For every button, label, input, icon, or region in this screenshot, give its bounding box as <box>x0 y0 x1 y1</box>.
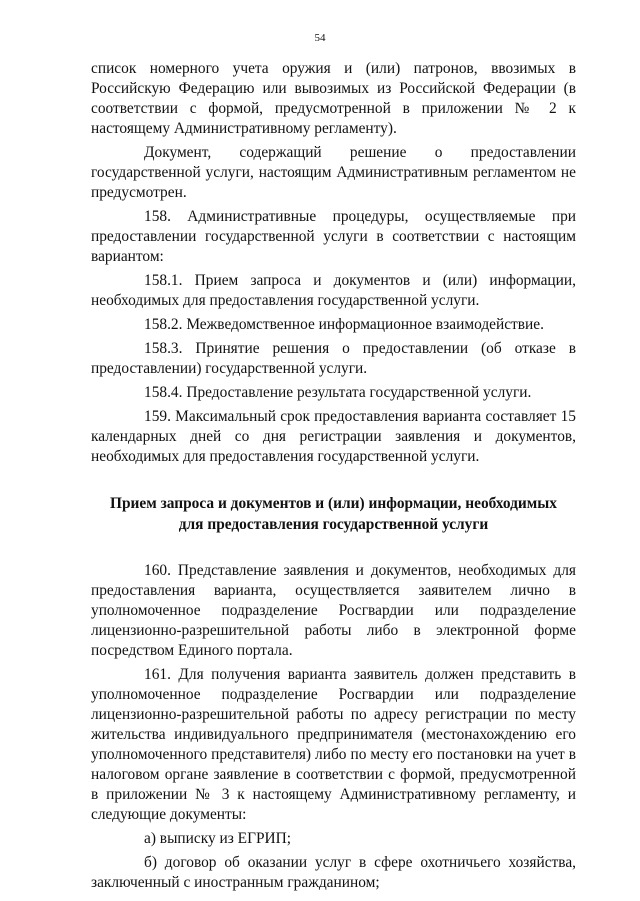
paragraph-158-1: 158.1. Прием запроса и документов и (или) информации, необходимых для предоставления государственной услуги. <box>91 272 576 309</box>
section-heading <box>91 493 576 535</box>
paragraph-159: 159. Максимальный срок предоставления варианта составляет 15 календарных дней со дня регистрации заявления и документов, необходимых для предоставления государственной услуги. <box>91 408 576 465</box>
paragraph-158-3: 158.3. Принятие решения о предоставлении (об отказе в предоставлении) государственной услуги. <box>91 340 576 377</box>
paragraph-160: 160. Представление заявления и документов, необходимых для предоставления варианта, осуществляется заявителем лично в уполномоченное подразделение Росгвардии или подразделение лицензионно-разрешительной работы либо в электронной форме посредством Единого портала. <box>91 562 576 659</box>
section-heading-line1: Прием запроса и документов и (или) информации, необходимых <box>110 495 557 512</box>
page-number: 54 <box>314 32 326 44</box>
paragraph-158: 158. Административные процедуры, осуществляемые при предоставлении государственной услуги в соответствии с настоящим вариантом: <box>91 208 576 265</box>
section-heading-line2: для предоставления государственной услуги <box>178 516 489 533</box>
list-item-a: а) выписку из ЕГРИП; <box>144 830 292 847</box>
paragraph-list-continuation: список номерного учета оружия и (или) патронов, ввозимых в Российскую Федерацию или вывозимых из Российской Федерации (в соответствии с формой, предусмотренной в приложении № 2 к настоящему Административному регламенту). <box>91 60 576 137</box>
paragraph-158-2: 158.2. Межведомственное информационное взаимодействие. <box>144 316 544 333</box>
document-body <box>91 59 576 897</box>
paragraph-decision-document: Документ, содержащий решение о предоставлении государственной услуги, настоящим Административным регламентом не предусмотрен. <box>91 144 576 201</box>
paragraph-158-4: 158.4. Предоставление результата государственной услуги. <box>144 384 532 401</box>
list-item-b: б) договор об оказании услуг в сфере охотничьего хозяйства, заключенный с иностранным гражданином; <box>91 854 576 891</box>
paragraph-161: 161. Для получения варианта заявитель должен представить в уполномоченное подразделение Росгвардии или подразделение лицензионно-разрешительной работы по адресу регистрации по месту жительства индивидуального предпринимателя (местонахождению его уполномоченного представителя) либо по месту его постановки на учет в налоговом органе заявление в соответствии с формой, предусмотренной в приложении № 3 к настоящему Административному регламенту, и следующие документы: <box>91 666 576 823</box>
